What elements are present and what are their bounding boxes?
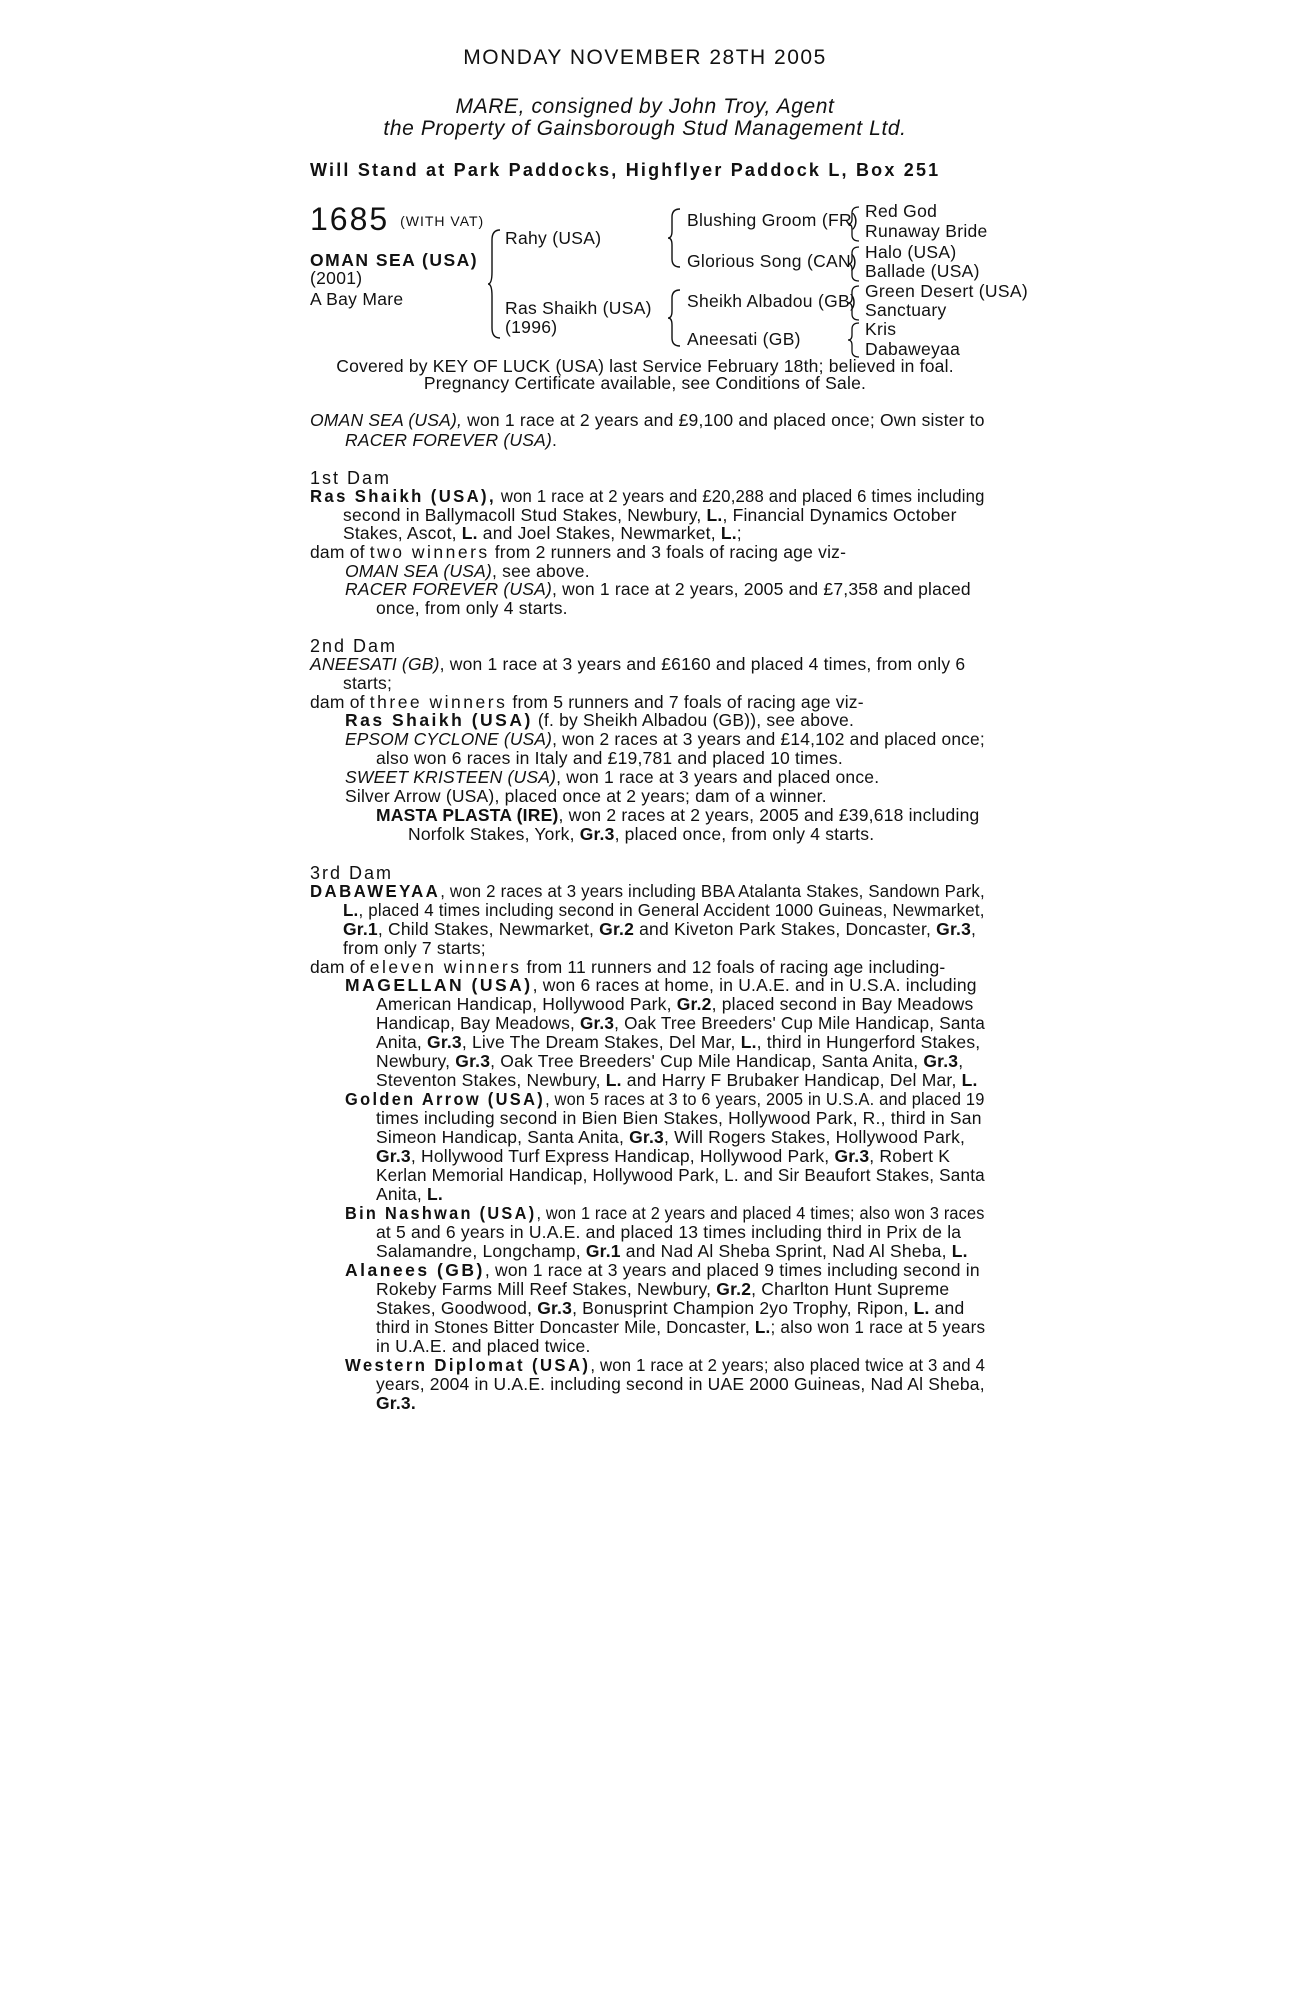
horse-year: (2001) (310, 268, 363, 288)
sale-date: MONDAY NOVEMBER 28TH 2005 (463, 46, 827, 69)
progeny-magellan: Anita, Gr.3, Live The Dream Stakes, Del Mar, L., third in Hungerford Stakes, (376, 1032, 981, 1052)
progeny-golden-arrow: times including second in Bien Bien Stakes, Hollywood Park, R., third in San (376, 1108, 982, 1128)
progeny-alanees: Alanees (GB), won 1 race at 3 years and placed 9 times including second in (345, 1260, 980, 1280)
intro-line-1: OMAN SEA (USA), won 1 race at 2 years and £9,100 and placed once; Own sister to (310, 410, 985, 430)
second-dam-line: Silver Arrow (USA), placed once at 2 years; dam of a winner. (345, 786, 827, 806)
progeny-alanees: Rokeby Farms Mill Reef Stakes, Newbury, Gr.2, Charlton Hunt Supreme (376, 1279, 950, 1299)
progeny-western-diplomat: years, 2004 in U.A.E. including second in UAE 2000 Guineas, Nad Al Sheba, (376, 1374, 985, 1394)
progeny-bin-nashwan: Bin Nashwan (USA), won 1 race at 2 years and placed 4 times; also won 3 races (345, 1203, 985, 1223)
third-dam-line: dam of eleven winners from 11 runners and 12 foals of racing age including- (310, 957, 946, 977)
pedigree-dam-sire: Sheikh Albadou (GB) (687, 291, 857, 311)
pedigree-g3: Halo (USA) (865, 242, 957, 262)
pedigree-bracket-dam (668, 288, 682, 348)
second-dam-heading: 2nd Dam (310, 636, 398, 656)
pedigree-sire-sire: Blushing Groom (FR) (687, 210, 859, 230)
second-dam-line: Ras Shaikh (USA) (f. by Sheikh Albadou (GB)), see above. (345, 710, 855, 730)
covered-note: Covered by KEY OF LUCK (USA) last Service February 18th; believed in foal. (336, 356, 954, 376)
third-dam-heading: 3rd Dam (310, 863, 394, 883)
first-dam-line: dam of two winners from 2 runners and 3 foals of racing age viz- (310, 542, 847, 562)
progeny-magellan: American Handicap, Hollywood Park, Gr.2, placed second in Bay Meadows (376, 994, 974, 1014)
horse-name: OMAN SEA (USA) (310, 250, 479, 270)
pedigree-dam-dam: Aneesati (GB) (687, 329, 801, 349)
pedigree-g5: Green Desert (USA) (865, 281, 1028, 301)
stand-location: Will Stand at Park Paddocks, Highflyer Paddock L, Box 251 (310, 160, 941, 180)
progeny-golden-arrow: Gr.3, Hollywood Turf Express Handicap, Hollywood Park, Gr.3, Robert K (376, 1146, 951, 1166)
progeny-western-diplomat: Gr.3. (376, 1393, 416, 1413)
progeny-magellan: Newbury, Gr.3, Oak Tree Breeders' Cup Mile Handicap, Santa Anita, Gr.3, (376, 1051, 964, 1071)
third-dam-line: DABAWEYAA, won 2 races at 3 years including BBA Atalanta Stakes, Sandown Park, (310, 881, 985, 901)
progeny-golden-arrow: Anita, L. (376, 1184, 443, 1204)
pedigree-g2: Runaway Bride (865, 221, 988, 241)
pedigree-sire-dam: Glorious Song (CAN) (687, 251, 858, 271)
first-dam-heading: 1st Dam (310, 468, 392, 488)
lot-number-value: 1685 (310, 201, 390, 237)
first-dam-line: RACER FOREVER (USA), won 1 race at 2 years, 2005 and £7,358 and placed (345, 579, 971, 599)
progeny-magellan: MAGELLAN (USA), won 6 races at home, in U.A.E. and in U.S.A. including (345, 975, 977, 995)
consignment-line: MARE, consigned by John Troy, Agent (455, 95, 835, 118)
second-dam-line: Norfolk Stakes, York, Gr.3, placed once, from only 4 starts. (408, 824, 875, 844)
pedigree-sire: Rahy (USA) (505, 228, 602, 248)
vat-note: (WITH VAT) (400, 213, 485, 229)
second-dam-line: starts; (343, 673, 393, 693)
second-dam-line: ANEESATI (GB), won 1 race at 3 years and £6160 and placed 4 times, from only 6 (310, 654, 966, 674)
pedigree-g1: Red God (865, 201, 938, 221)
progeny-golden-arrow: Simeon Handicap, Santa Anita, Gr.3, Will Rogers Stakes, Hollywood Park, (376, 1127, 966, 1147)
lot-number (310, 201, 484, 238)
first-dam-line: once, from only 4 starts. (376, 598, 568, 618)
progeny-golden-arrow: Kerlan Memorial Handicap, Hollywood Park, L. and Sir Beaufort Stakes, Santa (376, 1165, 985, 1185)
progeny-alanees: Stakes, Goodwood, Gr.3, Bonusprint Champion 2yo Trophy, Ripon, L. and (376, 1298, 965, 1318)
pedigree-g7: Kris (865, 319, 897, 339)
progeny-golden-arrow: Golden Arrow (USA), won 5 races at 3 to 6 years, 2005 in U.S.A. and placed 19 (345, 1089, 985, 1109)
second-dam-line: MASTA PLASTA (IRE), won 2 races at 2 years, 2005 and £39,618 including (376, 805, 980, 825)
pedigree-g8: Dabaweyaa (865, 339, 961, 359)
pedigree-dam: Ras Shaikh (USA) (505, 298, 652, 318)
second-dam-line: SWEET KRISTEEN (USA), won 1 race at 3 years and placed once. (345, 767, 880, 787)
pedigree-bracket-main (488, 228, 502, 340)
second-dam-line: also won 6 races in Italy and £19,781 and placed 10 times. (376, 748, 843, 768)
first-dam-line: second in Ballymacoll Stud Stakes, Newbury, L., Financial Dynamics October (343, 505, 957, 525)
pedigree-dam-year: (1996) (505, 317, 558, 337)
pregnancy-note: Pregnancy Certificate available, see Conditions of Sale. (423, 373, 867, 393)
property-line: the Property of Gainsborough Stud Management Ltd. (383, 117, 907, 140)
pedigree-bracket-sire (668, 207, 682, 269)
intro-line-2: RACER FOREVER (USA). (345, 430, 558, 450)
pedigree-g6: Sanctuary (865, 300, 947, 320)
pedigree-bracket-g4 (848, 321, 860, 359)
second-dam-line: EPSOM CYCLONE (USA), won 2 races at 3 years and £14,102 and placed once; (345, 729, 985, 749)
horse-description: A Bay Mare (310, 289, 404, 309)
third-dam-line: Gr.1, Child Stakes, Newmarket, Gr.2 and Kiveton Park Stakes, Doncaster, Gr.3, (343, 919, 977, 939)
progeny-western-diplomat: Western Diplomat (USA), won 1 race at 2 years; also placed twice at 3 and 4 (345, 1355, 986, 1375)
first-dam-line: OMAN SEA (USA), see above. (345, 561, 590, 581)
progeny-bin-nashwan: at 5 and 6 years in U.A.E. and placed 13 times including third in Prix de la (376, 1222, 962, 1242)
second-dam-line: dam of three winners from 5 runners and 7 foals of racing age viz- (310, 692, 864, 712)
progeny-alanees: in U.A.E. and placed twice. (376, 1336, 591, 1356)
third-dam-line: L., placed 4 times including second in General Accident 1000 Guineas, Newmarket, (343, 900, 985, 920)
progeny-bin-nashwan: Salamandre, Longchamp, Gr.1 and Nad Al Sheba Sprint, Nad Al Sheba, L. (376, 1241, 968, 1261)
pedigree-g4: Ballade (USA) (865, 261, 980, 281)
progeny-magellan: Handicap, Bay Meadows, Gr.3, Oak Tree Breeders' Cup Mile Handicap, Santa (376, 1013, 986, 1033)
progeny-alanees: third in Stones Bitter Doncaster Mile, Doncaster, L.; also won 1 race at 5 years (376, 1317, 986, 1337)
third-dam-line: from only 7 starts; (343, 938, 486, 958)
first-dam-line: Ras Shaikh (USA), won 1 race at 2 years and £20,288 and placed 6 times including (310, 486, 985, 506)
first-dam-line: Stakes, Ascot, L. and Joel Stakes, Newmarket, L.; (343, 523, 742, 543)
progeny-magellan: Steventon Stakes, Newbury, L. and Harry F Brubaker Handicap, Del Mar, L. (376, 1070, 978, 1090)
